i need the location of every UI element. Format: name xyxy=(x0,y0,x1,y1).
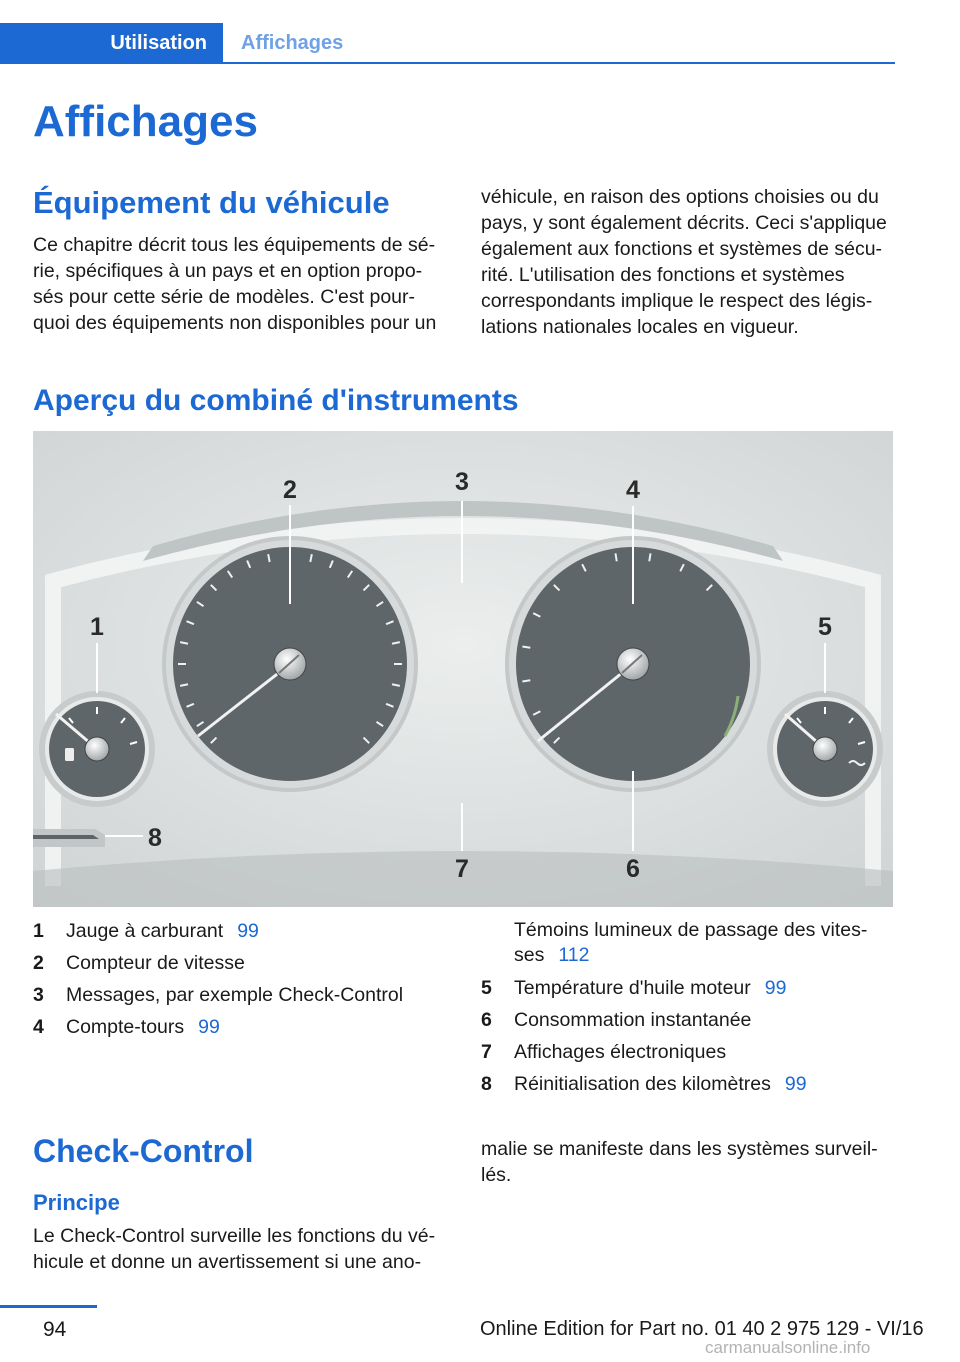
tab-utilisation[interactable] xyxy=(0,23,223,62)
text-line: sés pour cette série de modèles. C'est pour‐ xyxy=(33,286,415,308)
text-line: hicule et donne un avertissement si une ano‐ xyxy=(33,1251,422,1273)
legend-text: Messages, par exemple Check-Control xyxy=(66,984,404,1006)
legend-text: Consommation instantanée xyxy=(514,1009,752,1031)
legend-num: 7 xyxy=(481,1041,492,1063)
watermark: carmanualsonline.info xyxy=(705,1338,871,1357)
callout-6: 6 xyxy=(626,855,640,883)
legend-item xyxy=(481,1068,901,1100)
legend-text: Témoins lumineux de passage des vites‐ xyxy=(514,919,868,941)
legend-text: Affichages électroniques xyxy=(514,1041,727,1063)
legend-item xyxy=(33,1011,463,1043)
callout-7: 7 xyxy=(455,855,469,883)
callout-4: 4 xyxy=(626,476,640,504)
legend-num: 5 xyxy=(481,977,492,999)
legend-num: 1 xyxy=(33,920,44,942)
tab-utilisation-label: Utilisation xyxy=(110,32,207,54)
section-heading-check-control: Check-Control xyxy=(33,1133,254,1169)
text-line: malie se manifeste dans les systèmes surveil‐ xyxy=(481,1138,878,1160)
callout-3: 3 xyxy=(455,468,469,496)
text-line: rie, spécifiques à un pays et en option propo‐ xyxy=(33,260,423,282)
page-number: 94 xyxy=(43,1318,67,1341)
instrument-cluster-figure xyxy=(33,431,893,907)
legend-col2 xyxy=(481,915,901,1100)
legend-text: Compte-tours xyxy=(66,1016,185,1038)
callout-2: 2 xyxy=(283,476,297,504)
subheading-principe: Principe xyxy=(33,1190,120,1215)
gauge-tick xyxy=(522,646,530,647)
legend-item xyxy=(481,972,901,1004)
legend-item xyxy=(33,979,463,1011)
page-ref-link[interactable]: 112 xyxy=(558,944,590,966)
gauge-tick xyxy=(615,553,616,561)
legend-text: Jauge à carburant xyxy=(66,920,224,942)
callout-1: 1 xyxy=(90,613,104,641)
legend-text: Température d'huile moteur xyxy=(514,977,751,999)
text-line: Le Check-Control surveille les fonctions du vé‐ xyxy=(33,1225,436,1247)
page-title: Affichages xyxy=(33,97,258,146)
text-line: rité. L'utilisation des fonctions et systèmes xyxy=(481,264,845,286)
text-line: quoi des équipements non disponibles pour un xyxy=(33,312,437,334)
callout-5: 5 xyxy=(818,613,832,641)
legend-text: Réinitialisation des kilomètres xyxy=(514,1073,771,1095)
section-heading-equipement: Équipement du véhicule xyxy=(33,185,390,220)
fuel-gauge xyxy=(42,694,152,804)
oil-temperature-gauge xyxy=(770,694,880,804)
edition-text: Online Edition for Part no. 01 40 2 975 129 - VI/16 xyxy=(480,1318,924,1340)
odometer-reset-button xyxy=(33,829,105,847)
text-line: également aux fonctions et systèmes de sécu‐ xyxy=(481,238,883,260)
text-line: véhicule, en raison des options choisies ou du xyxy=(481,186,879,208)
text-line: pays, y sont également décrits. Ceci s'applique xyxy=(481,212,887,234)
legend-num: 2 xyxy=(33,952,44,974)
legend-item xyxy=(481,1036,901,1068)
footer-rule xyxy=(0,1305,97,1308)
text-line: Ce chapitre décrit tous les équipements de sé‐ xyxy=(33,234,436,256)
legend-item xyxy=(33,947,463,979)
tab-affichages[interactable]: Affichages xyxy=(241,32,344,54)
legend-text-cont: ses xyxy=(514,944,545,966)
legend-text: Compteur de vitesse xyxy=(66,952,245,974)
gauge-tick xyxy=(522,680,530,681)
section-heading-apercu: Aperçu du combiné d'instruments xyxy=(33,384,519,417)
text-line: lations nationales locales en vigueur. xyxy=(481,316,799,338)
text-line: lés. xyxy=(481,1164,512,1186)
page-ref-link[interactable]: 99 xyxy=(764,977,787,999)
gauge-tick xyxy=(649,553,650,561)
page-ref-link[interactable]: 99 xyxy=(198,1016,220,1038)
legend-num: 8 xyxy=(481,1073,492,1095)
callout-8: 8 xyxy=(148,824,162,852)
legend-item xyxy=(481,1004,901,1036)
text-line: correspondants implique le respect des légis‐ xyxy=(481,290,873,312)
legend-num: 3 xyxy=(33,984,44,1006)
legend-num: 4 xyxy=(33,1016,44,1038)
page-ref-link[interactable]: 99 xyxy=(784,1073,807,1095)
legend-item xyxy=(33,915,463,947)
header-tab-bar xyxy=(0,23,895,64)
page-ref-link[interactable]: 99 xyxy=(237,920,259,942)
legend-num: 6 xyxy=(481,1009,492,1031)
legend-item xyxy=(481,915,901,965)
legend-col1 xyxy=(33,915,463,1043)
